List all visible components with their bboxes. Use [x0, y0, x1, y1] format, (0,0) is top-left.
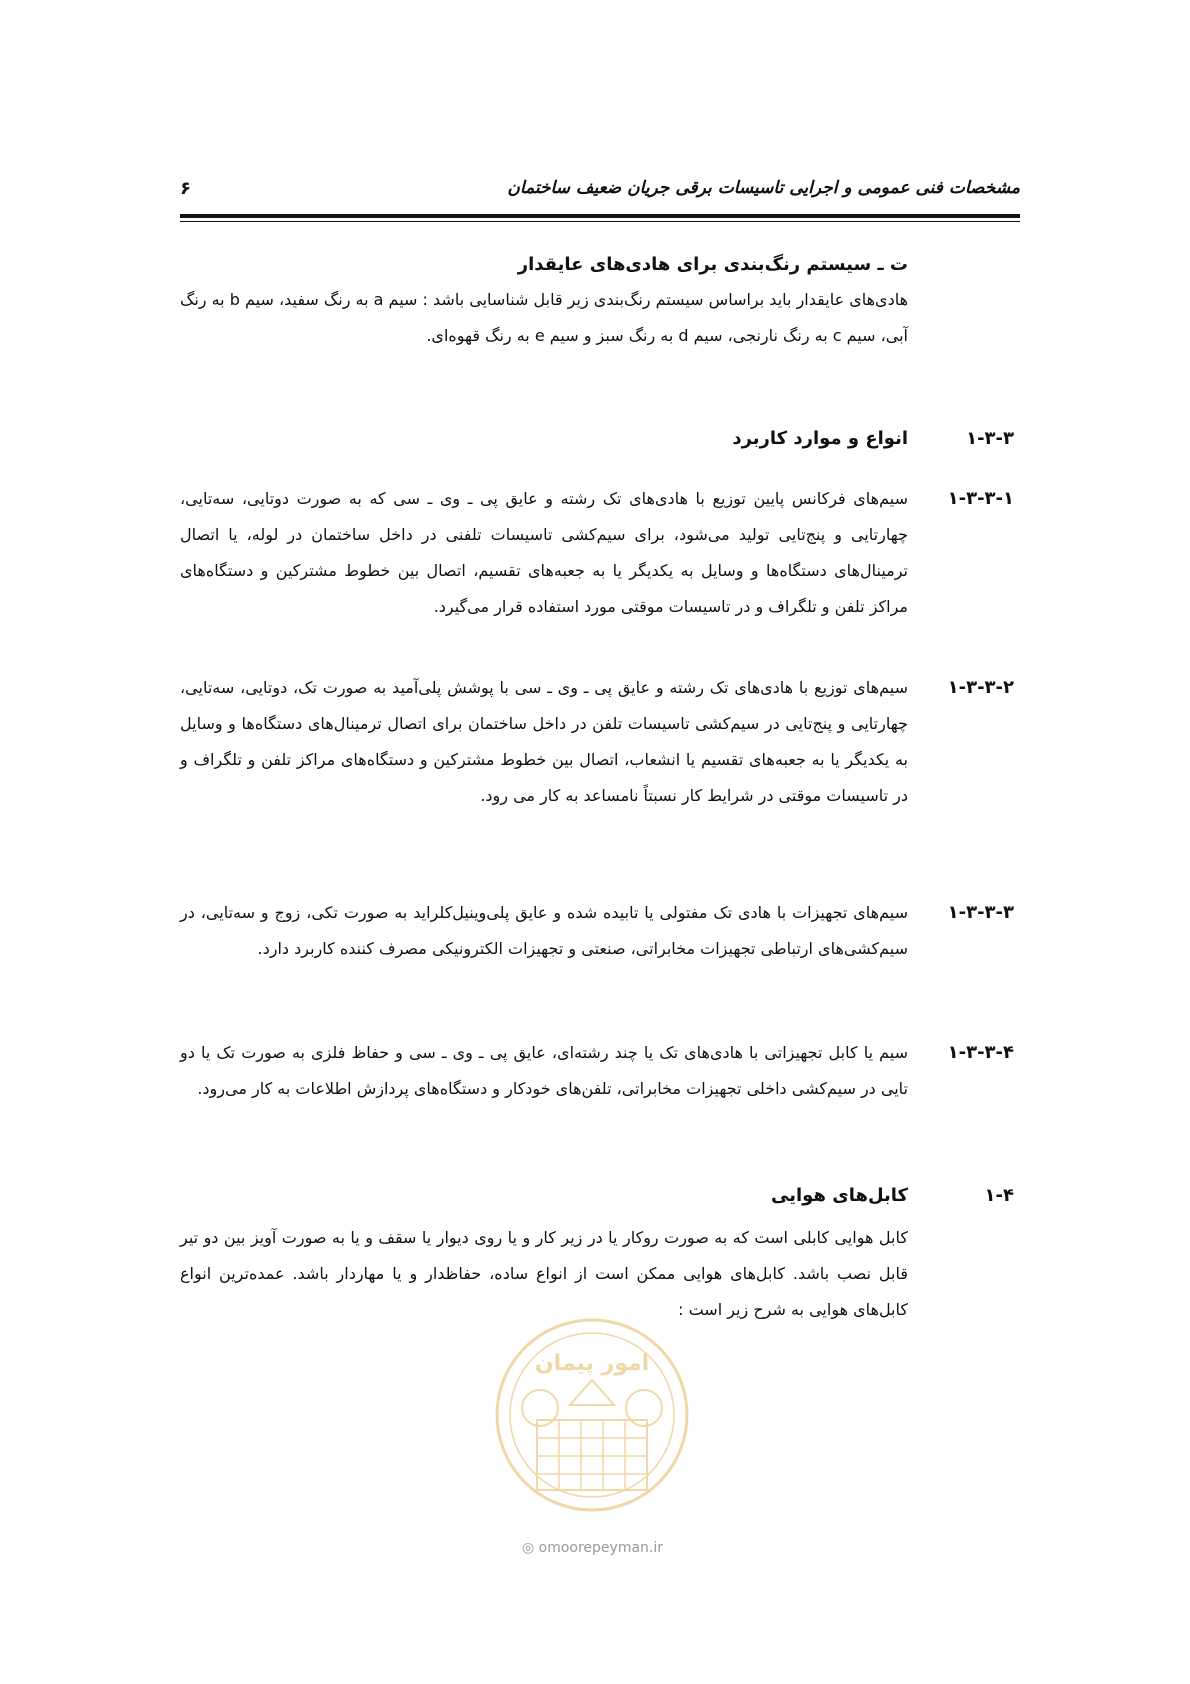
header-title: مشخصات فنی عمومی و اجرایی تاسیسات برقی جریان ضعیف ساختمان [507, 178, 1020, 198]
clause-number-3: ۱-۳-۳-۳ [947, 902, 1014, 923]
clause-text-1: سیم‌های فرکانس پایین توزیع با هادی‌های تک رشته و عایق پی ـ وی ـ سی که به صورت دوتایی، سه‌تایی، چهارتایی و پنج‌تایی تولید می‌شود، برای سیم‌کشی تاسیسات تلفنی در داخل ساختمان در لوله، یا اتصال ترمینال‌های دستگاه‌ها و وسایل به یکدیگر یا به جعبه‌های تقسیم، اتصال بین خطوط مشترکین و دستگاه‌های مراکز تلفن و تلگراف و در تاسیسات موقتی مورد استفاده قرار می‌گیرد. [180, 489, 908, 616]
section-1-4-title: کابل‌های هوایی [771, 1185, 908, 1206]
section-1-4-number: ۱-۴ [984, 1185, 1014, 1206]
watermark-logo-text: امور پیمان [534, 1351, 650, 1376]
clause-number-4: ۱-۳-۳-۴ [947, 1042, 1014, 1063]
section-1-3-3-title: انواع و موارد کاربرد [732, 428, 908, 449]
header-rule-thick [180, 214, 1020, 218]
clause-text-3: سیم‌های تجهیزات با هادی تک مفتولی یا تابیده شده و عایق پلی‌وینیل‌کلراید به صورت تکی، زوج و سه‌تایی، در سیم‌کشی‌های ارتباطی تجهیزات مخابراتی، صنعتی و تجهیزات الکترونیکی مصرف کننده کاربرد دارد. [180, 903, 908, 958]
clause-text-2: سیم‌های توزیع با هادی‌های تک رشته و عایق پی ـ وی ـ سی با پوشش پلی‌آمید به صورت تک، دوتایی، سه‌تایی، چهارتایی و پنج‌تایی در سیم‌کشی تاسیسات تلفن در داخل ساختمان برای اتصال ترمینال‌های دستگاه‌ها و وسایل به یکدیگر یا به جعبه‌های تقسیم یا انشعاب، اتصال بین خطوط مشترکین و دستگاه‌های مراکز تلفن و تلگراف و در تاسیسات موقتی در شرایط کار نسبتاً نامساعد به کار می رود. [180, 678, 908, 805]
globe-icon: ◎ [521, 1540, 535, 1556]
clause-number-1: ۱-۳-۳-۱ [947, 488, 1014, 509]
section-t-heading: ت ـ سیستم رنگ‌بندی برای هادی‌های عایقدار [517, 254, 908, 275]
clause-text-4: سیم یا کابل تجهیزاتی با هادی‌های تک یا چند رشته‌ای، عایق پی ـ وی ـ سی و حفاظ فلزی به صورت تک یا دو تایی در سیم‌کشی داخلی تجهیزات مخابراتی، تلفن‌های خودکار و دستگاه‌های پردازش اطلاعات به کار می‌رود. [180, 1043, 908, 1098]
watermark [485, 1310, 700, 1590]
watermark-url: ◎ omoorepeyman.ir [521, 1540, 664, 1556]
section-1-3-3-number: ۱-۳-۳ [966, 428, 1014, 449]
running-header [180, 178, 1020, 208]
section-t-body: هادی‌های عایقدار باید براساس سیستم رنگ‌بندی زیر قابل شناسایی باشد : سیم a به رنگ سفید، سیم b به رنگ آبی، سیم c به رنگ نارنجی، سیم d به رنگ سبز و سیم e به رنگ قهوه‌ای. [180, 290, 909, 345]
section-1-4-body: کابل هوایی کابلی است که به صورت روکار یا در زیر کار و یا روی دیوار یا سقف و یا به صورت آویز بین دو تیر قابل نصب باشد. کابل‌های هوایی ممکن است از انواع ساده، حفاظدار و یا مهاردار باشد. عمده‌ترین انواع کابل‌های هوایی به شرح زیر است : [180, 1228, 908, 1319]
page-number: ۶ [180, 178, 191, 199]
clause-number-2: ۱-۳-۳-۲ [947, 677, 1014, 698]
header-rule-thin [180, 221, 1020, 222]
